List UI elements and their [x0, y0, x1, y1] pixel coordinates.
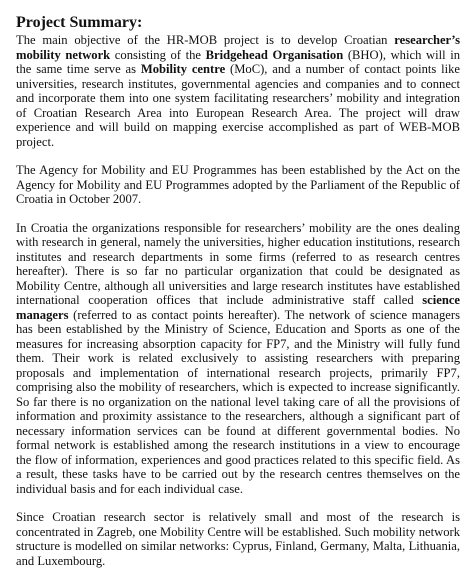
text-run: (MoC), and a number of contact points like universities, research institutes, governmental agencies and companies and to connect and incorporate them into one system facilitating researchers’ mobility and integration of Croatian Research Area into European Research Area. The project will draw experience and will build on mapping exercise accomplished as part of WEB-MOB project.: [16, 62, 461, 149]
paragraph-organizations: [16, 221, 460, 497]
paragraph-mobility-centre: Since Croatian research sector is relatively small and most of the research is concentrated in Zagreb, one Mobility Centre will be established. Such mobility network structure is modelled on similar networks: Cyprus, Finland, Germany, Malta, Lithuania, and Luxembourg.: [16, 510, 460, 568]
bold-term-network: researcher’s mobility network: [16, 33, 460, 62]
text-run: The main objective of the HR-MOB project is to develop Croatian: [16, 33, 395, 47]
paragraph-objective: [16, 33, 460, 149]
section-heading: Project Summary:: [16, 14, 143, 31]
bold-term-science-managers: science managers: [16, 293, 460, 322]
text-run: (BHO), which will in the same time serve as: [16, 47, 461, 76]
text-run: consisting of the: [110, 47, 206, 62]
document-page: [16, 14, 460, 568]
bold-term-moc: Mobility centre: [140, 62, 226, 76]
paragraph-agency: The Agency for Mobility and EU Programmes has been established by the Act on the Agency for Mobility and EU Programmes adopted by the Parliament of the Republic of Croatia in October 2007.: [16, 163, 460, 206]
text-run: (referred to as contact points hereafter). The network of science managers has been established by the Ministry of Science, Education and Sports as one of the measures for increasing absorption capacity for FP7, and the Ministry will fully fund them. Their work is related exclusively to assisting researchers with preparing proposals and implementation of international research projects, primarily FP7, comprising also the mobility of researchers, which is expected to increase significantly. So far there is no organization on the national level taking care of all the provisions of information and proximity assistance to the researchers, although a significant part of necessary information services can be found at different governmental bodies. No formal network is established among the research institutions in a view to encourage the flow of information, experiences and good practices related to this specific field. As a result, these tasks have to be carried out by the research centres themselves on the individual basis and for each individual case.: [16, 307, 460, 496]
bold-term-bho: Bridgehead Organisation: [205, 47, 344, 62]
text-run: In Croatia the organizations responsible for researchers’ mobility are the ones dealing with research in general, namely the universities, higher education institutions, research institutes and research departments in some firms (referred to as research centres hereafter). There is so far no particular organization that could be designated as Mobility Centre, although all universities and large research institutes have established international cooperation offices that include administrative staff called: [16, 220, 460, 307]
